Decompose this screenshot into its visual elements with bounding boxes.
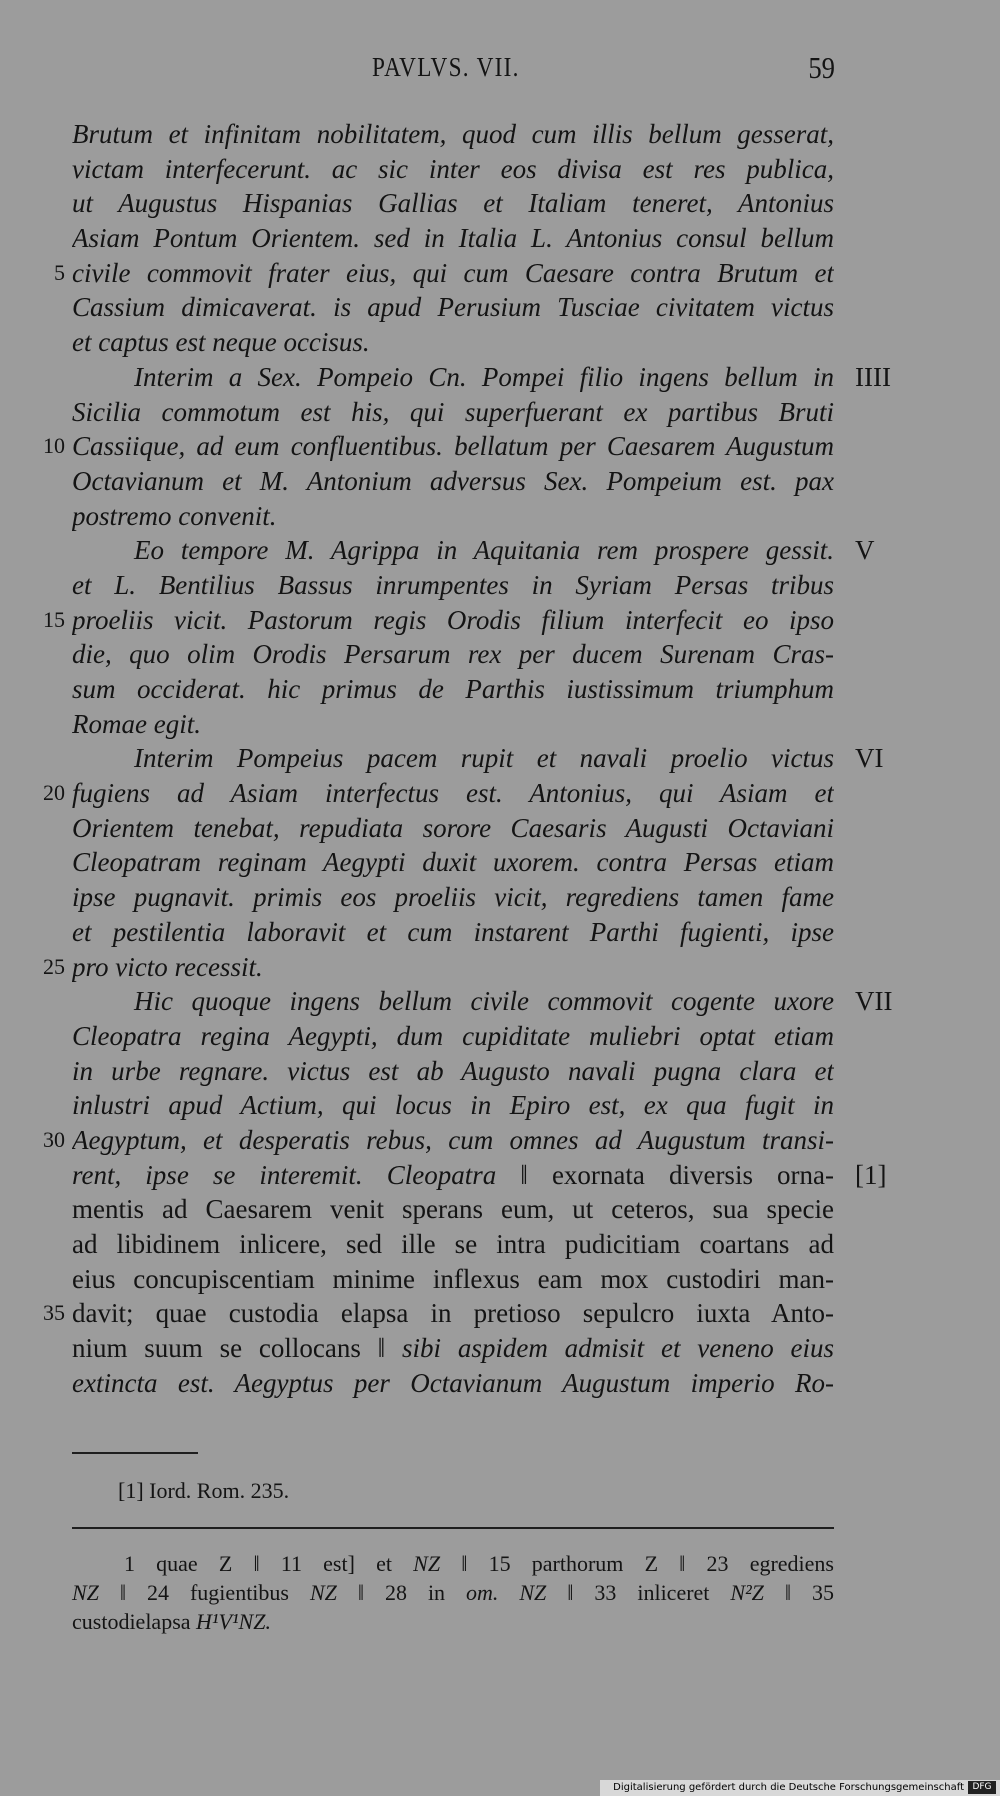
- line-text: [72, 950, 834, 985]
- apparatus-line: [72, 1607, 834, 1636]
- text-line: [72, 152, 834, 187]
- text-line: [72, 499, 834, 534]
- line-text: [72, 1054, 834, 1089]
- text-line: [43, 776, 834, 811]
- text-line: [72, 880, 834, 915]
- chapter-marker: IIII: [855, 361, 891, 392]
- text-line: [72, 117, 834, 152]
- text-segment: Aegyptum, et desperatis rebus, cum omnes ad Augustum transi-: [72, 1124, 834, 1155]
- text-segment: proeliis vicit. Pastorum regis Orodis filium interfecit eo ipso: [72, 604, 834, 635]
- source-footnote: [1] Iord. Rom. 235.: [118, 1478, 290, 1503]
- line-text: [72, 1123, 834, 1158]
- text-segment: civile commovit frater eius, qui cum Caesare contra Brutum et: [72, 257, 834, 288]
- line-text: [72, 984, 834, 1019]
- text-line: [72, 1331, 834, 1366]
- line-text: [72, 672, 834, 707]
- text-segment: Cleopatram reginam Aegypti duxit uxorem. contra Persas etiam: [72, 847, 834, 878]
- text-segment: ‖ exornata diversis orna-: [520, 1159, 834, 1190]
- text-line: [72, 1054, 834, 1089]
- line-number: 25: [43, 953, 65, 979]
- text-segment: Cassium dimicaverat. is apud Perusium Tusciae civitatem victus: [72, 292, 834, 323]
- text-segment: rent, ipse se interemit. Cleopatra: [72, 1159, 521, 1190]
- apparatus-line: [72, 1578, 834, 1607]
- line-text: [72, 290, 834, 325]
- line-text: [72, 1088, 834, 1123]
- text-segment: ipse pugnavit. primis eos proeliis vicit, regrediens tamen fame: [72, 882, 834, 913]
- text-line: [72, 1366, 834, 1401]
- chapter-marker: [1]: [855, 1159, 887, 1190]
- text-line: [72, 984, 893, 1019]
- line-text: [72, 880, 834, 915]
- line-number: 35: [43, 1300, 65, 1326]
- line-text: [72, 1158, 834, 1193]
- apparatus-divider: [72, 1527, 834, 1529]
- apparatus-segment: NZ: [309, 1580, 337, 1605]
- text-line: [72, 1019, 834, 1054]
- text-segment: Interim a Sex. Pompeio Cn. Pompei filio ingens bellum in: [134, 361, 834, 392]
- text-line: [43, 429, 834, 464]
- line-number: 20: [43, 780, 65, 806]
- text-line: [72, 464, 834, 499]
- text-line: [72, 1262, 834, 1297]
- apparatus-segment: custodielapsa: [72, 1609, 197, 1634]
- text-line: [72, 395, 834, 430]
- text-segment: mentis ad Caesarem venit sperans eum, ut ceteros, sua specie: [72, 1194, 834, 1225]
- text-line: [43, 603, 834, 638]
- dfg-logo: DFG: [968, 1781, 996, 1794]
- text-segment: pro victo recessit.: [72, 951, 263, 982]
- critical-apparatus: [72, 1549, 834, 1636]
- running-head: [0, 52, 1000, 92]
- line-text: [72, 776, 834, 811]
- line-text: [72, 256, 834, 291]
- text-line: [72, 290, 834, 325]
- footnote-divider: [72, 1452, 198, 1454]
- chapter-marker: VI: [855, 743, 884, 774]
- chapter-marker: VII: [855, 986, 893, 1017]
- main-text: [43, 117, 893, 1400]
- text-line: [43, 1123, 834, 1158]
- text-line: [72, 811, 834, 846]
- apparatus-text: [72, 1549, 834, 1578]
- line-text: [72, 707, 834, 742]
- page-number: 59: [808, 50, 835, 85]
- text-line: [72, 915, 834, 950]
- apparatus-segment: ‖ 35: [763, 1580, 835, 1605]
- text-line: [72, 568, 834, 603]
- chapter-marker: V: [855, 535, 875, 566]
- line-text: [72, 1019, 834, 1054]
- text-segment: Interim Pompeius pacem rupit et navali proelio victus: [134, 743, 834, 774]
- line-number: 10: [43, 433, 65, 459]
- line-text: [72, 533, 834, 568]
- text-segment: et pestilentia laboravit et cum instarent Parthi fugienti, ipse: [72, 916, 834, 947]
- line-text: [72, 1192, 834, 1227]
- apparatus-segment: ‖ 15 parthorum Z ‖ 23 egrediens: [440, 1551, 834, 1576]
- line-text: [72, 499, 834, 534]
- line-text: [72, 1227, 834, 1262]
- text-segment: extincta est. Aegyptus per Octavianum Augustum imperio Ro-: [72, 1367, 834, 1398]
- text-segment: Orientem tenebat, repudiata sorore Caesaris Augusti Octaviani: [72, 812, 834, 843]
- text-segment: davit; quae custodia elapsa in pretioso sepulcro iuxta Anto-: [72, 1298, 834, 1329]
- line-text: [72, 1296, 834, 1331]
- text-line: [72, 186, 834, 221]
- line-text: [72, 152, 834, 187]
- apparatus-segment: NZ: [413, 1551, 441, 1576]
- line-text: [72, 429, 834, 464]
- text-line: [43, 950, 834, 985]
- apparatus-text: [72, 1607, 834, 1636]
- text-line: [72, 360, 891, 395]
- apparatus-segment: H¹V¹NZ.: [196, 1609, 271, 1634]
- text-line: [72, 1088, 834, 1123]
- line-text: [72, 741, 834, 776]
- digitization-credit: Digitalisierung gefördert durch die Deutsche Forschungsgemeinschaft: [613, 1782, 964, 1793]
- text-segment: Cleopatra regina Aegypti, dum cupiditate muliebri optat etiam: [72, 1020, 834, 1051]
- line-text: [72, 568, 834, 603]
- text-segment: sum occiderat. hic primus de Parthis iustissimum triumphum: [72, 674, 834, 704]
- text-segment: et L. Bentilius Bassus inrumpentes in Syriam Persas tribus: [72, 569, 834, 600]
- line-text: [72, 845, 834, 880]
- line-number: 5: [54, 259, 65, 285]
- line-text: [72, 1331, 834, 1366]
- line-text: [72, 117, 834, 152]
- apparatus-text: [72, 1578, 834, 1607]
- text-line: [54, 256, 834, 291]
- text-segment: victam interfecerunt. ac sic inter eos divisa est res publica,: [72, 153, 834, 184]
- line-text: [72, 186, 834, 221]
- text-segment: Eo tempore M. Agrippa in Aquitania rem prospere gessit.: [134, 535, 834, 566]
- text-line: [72, 672, 834, 707]
- text-line: [72, 221, 834, 256]
- text-line: [72, 533, 875, 568]
- text-segment: et captus est neque occisus.: [72, 327, 370, 358]
- apparatus-segment: om. NZ: [466, 1580, 547, 1605]
- text-segment: Octavianum et M. Antonium adversus Sex. Pompeium est. pax: [72, 465, 834, 496]
- text-segment: Sicilia commotum est his, qui superfuerant ex partibus Bruti: [72, 396, 834, 427]
- text-segment: in urbe regnare. victus est ab Augusto navali pugna clara et: [72, 1055, 834, 1086]
- text-segment: Brutum et infinitam nobilitatem, quod cum illis bellum gesserat,: [72, 119, 834, 149]
- text-segment: inlustri apud Actium, qui locus in Epiro est, ex qua fugit in: [72, 1090, 834, 1121]
- text-segment: sibi aspidem admisit et veneno eius: [402, 1333, 834, 1364]
- apparatus-segment: 1 quae Z ‖ 11 est] et: [124, 1551, 414, 1576]
- line-text: [72, 360, 834, 395]
- text-segment: nium suum se collocans ‖: [72, 1333, 403, 1364]
- line-text: [72, 915, 834, 950]
- text-segment: fugiens ad Asiam interfectus est. Antonius, qui Asiam et: [72, 778, 834, 809]
- apparatus-segment: ‖ 28 in: [336, 1580, 467, 1605]
- text-segment: Romae egit.: [72, 708, 201, 739]
- text-segment: die, quo olim Orodis Persarum rex per ducem Surenam Cras-: [72, 639, 834, 670]
- text-line: [72, 741, 884, 776]
- line-number: 15: [43, 606, 65, 632]
- line-text: [72, 1366, 834, 1401]
- text-line: [72, 1158, 887, 1193]
- line-text: [72, 1262, 834, 1297]
- apparatus-line: [72, 1549, 834, 1578]
- text-line: [72, 1227, 834, 1262]
- text-segment: eius concupiscentiam minime inflexus eam mox custodiri man-: [72, 1263, 834, 1294]
- line-text: [72, 811, 834, 846]
- text-segment: ut Augustus Hispanias Gallias et Italiam teneret, Antonius: [72, 188, 834, 219]
- text-line: [72, 1192, 834, 1227]
- apparatus-segment: ‖ 24 fugientibus: [98, 1580, 310, 1605]
- text-segment: postremo convenit.: [72, 500, 277, 531]
- line-text: [72, 603, 834, 638]
- line-text: [72, 221, 834, 256]
- text-line: [72, 707, 834, 742]
- text-segment: Hic quoque ingens bellum civile commovit cogente uxore: [134, 986, 834, 1017]
- line-text: [72, 637, 834, 672]
- line-text: [72, 464, 834, 499]
- line-text: [72, 395, 834, 430]
- text-line: [72, 845, 834, 880]
- text-line: [43, 1296, 834, 1331]
- running-title: PAVLVS. VII.: [372, 52, 520, 82]
- text-line: [72, 325, 834, 360]
- text-segment: ad libidinem inlicere, sed ille se intra pudicitiam coartans ad: [72, 1229, 834, 1259]
- line-number: 30: [43, 1126, 65, 1152]
- text-segment: Cassiique, ad eum confluentibus. bellatum per Caesarem Augustum: [72, 431, 834, 462]
- line-text: [72, 325, 834, 360]
- apparatus-segment: ‖ 33 inliceret: [546, 1580, 731, 1605]
- apparatus-segment: N²Z: [730, 1580, 764, 1605]
- text-line: [72, 637, 834, 672]
- apparatus-segment: NZ: [72, 1580, 99, 1605]
- text-segment: Asiam Pontum Orientem. sed in Italia L. Antonius consul bellum: [72, 223, 834, 254]
